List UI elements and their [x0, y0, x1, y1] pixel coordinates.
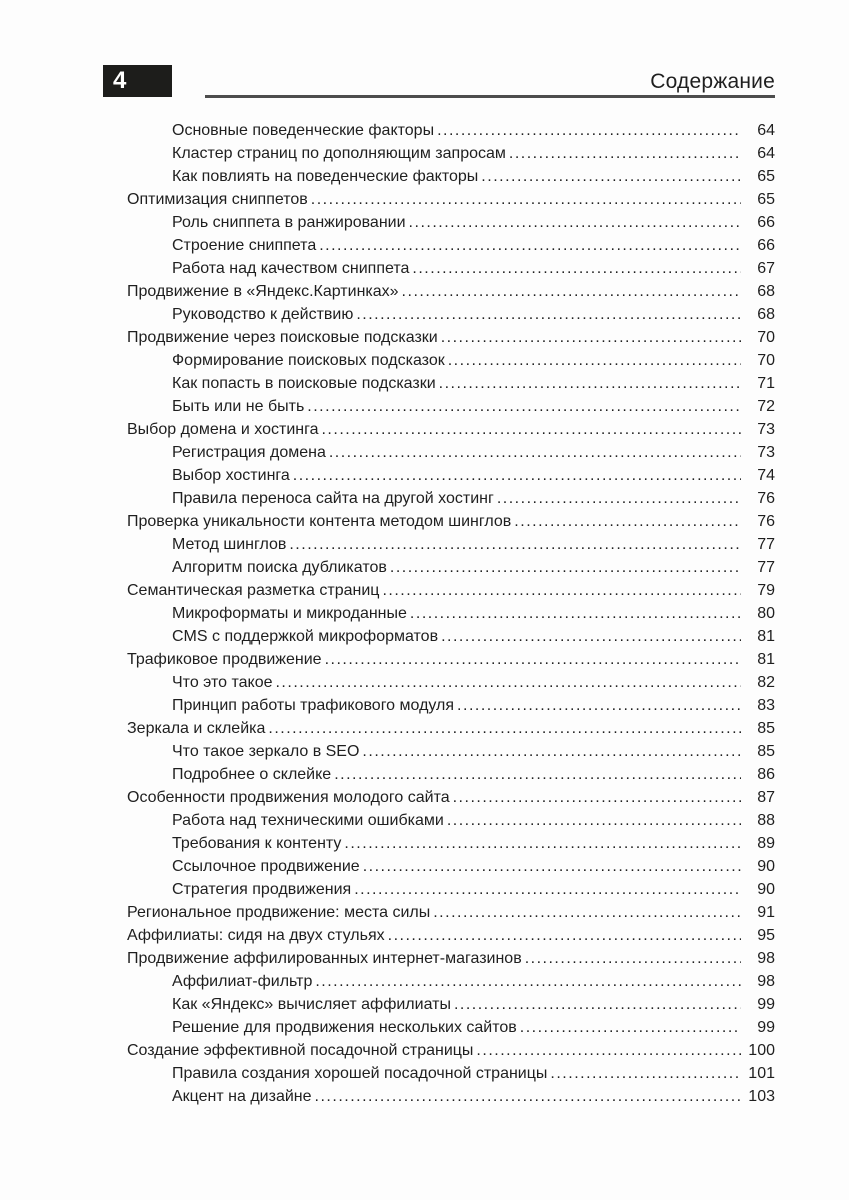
dot-leader: [308, 188, 741, 211]
dot-leader: [399, 280, 741, 303]
toc-entry-page: 82: [757, 674, 775, 691]
dot-leader: [406, 211, 741, 234]
toc-entry: [127, 947, 775, 970]
toc-entry: [127, 786, 775, 809]
toc-entry-page: 100: [748, 1042, 775, 1059]
toc-entry-label: Выбор домена и хостинга: [127, 421, 319, 438]
toc-entry-label: Трафиковое продвижение: [127, 651, 322, 668]
toc-list: [127, 119, 775, 1108]
toc-entry: [127, 326, 775, 349]
toc-entry-label: Что это такое: [172, 674, 273, 691]
dot-leader: [454, 694, 741, 717]
dot-leader: [506, 142, 741, 165]
toc-entry: [127, 924, 775, 947]
dot-leader: [445, 349, 741, 372]
toc-entry-label: Работа над техническими ошибками: [172, 812, 444, 829]
toc-entry: [127, 487, 775, 510]
toc-entry: [127, 717, 775, 740]
toc-entry-label: Роль сниппета в ранжировании: [172, 214, 406, 231]
toc-entry-label: Семантическая разметка страниц: [127, 582, 380, 599]
toc-entry: [127, 165, 775, 188]
toc-entry-label: Основные поведенческие факторы: [172, 122, 435, 139]
toc-entry: [127, 832, 775, 855]
toc-entry-page: 86: [757, 766, 775, 783]
toc-entry-label: Метод шинглов: [172, 536, 287, 553]
toc-entry-label: Правила переноса сайта на другой хостинг: [172, 490, 494, 507]
toc-entry-page: 66: [757, 237, 775, 254]
toc-entry: [127, 740, 775, 763]
dot-leader: [517, 1016, 741, 1039]
toc-entry: [127, 556, 775, 579]
dot-leader: [272, 671, 741, 694]
dot-leader: [331, 763, 741, 786]
toc-entry-label: Продвижение через поисковые подсказки: [127, 329, 438, 346]
dot-leader: [290, 464, 741, 487]
toc-entry: [127, 119, 775, 142]
toc-entry-page: 98: [757, 973, 775, 990]
toc-entry-page: 88: [757, 812, 775, 829]
toc-entry-page: 103: [748, 1088, 775, 1105]
toc-entry-page: 66: [757, 214, 775, 231]
page-number-box: [103, 65, 172, 97]
header-rule: [205, 95, 775, 98]
toc-entry: [127, 1039, 775, 1062]
dot-leader: [265, 717, 741, 740]
toc-entry-label: Проверка уникальности контента методом шинглов: [127, 513, 512, 530]
toc-entry: [127, 303, 775, 326]
dot-leader: [360, 855, 741, 878]
toc-entry: [127, 901, 775, 924]
toc-entry-page: 73: [757, 444, 775, 461]
toc-entry: [127, 1085, 775, 1108]
toc-entry-page: 85: [757, 720, 775, 737]
toc-entry: [127, 671, 775, 694]
toc-entry-label: CMS с поддержкой микроформатов: [172, 628, 439, 645]
toc-entry: [127, 1062, 775, 1085]
toc-entry-page: 76: [757, 513, 775, 530]
dot-leader: [379, 579, 741, 602]
toc-entry: [127, 602, 775, 625]
toc-entry-page: 101: [748, 1065, 775, 1082]
toc-entry-label: Акцент на дизайне: [172, 1088, 312, 1105]
toc-entry: [127, 395, 775, 418]
dot-leader: [478, 165, 741, 188]
toc-entry-page: 68: [757, 283, 775, 300]
toc-entry: [127, 579, 775, 602]
dot-leader: [450, 786, 741, 809]
toc-entry-label: Алгоритм поиска дубликатов: [172, 559, 387, 576]
toc-entry-page: 68: [757, 306, 775, 323]
toc-entry-page: 70: [757, 352, 775, 369]
dot-leader: [341, 832, 741, 855]
dot-leader: [351, 878, 741, 901]
toc-entry-page: 65: [757, 191, 775, 208]
toc-entry-page: 89: [757, 835, 775, 852]
toc-entry: [127, 878, 775, 901]
toc-entry-label: Формирование поисковых подсказок: [172, 352, 445, 369]
toc-entry: [127, 188, 775, 211]
toc-entry: [127, 441, 775, 464]
dot-leader: [444, 809, 741, 832]
dot-leader: [436, 372, 741, 395]
toc-entry-page: 67: [757, 260, 775, 277]
dot-leader: [286, 533, 741, 556]
dot-leader: [511, 510, 741, 533]
toc-entry: [127, 372, 775, 395]
toc-entry: [127, 257, 775, 280]
toc-entry: [127, 809, 775, 832]
dot-leader: [304, 395, 741, 418]
toc-entry-page: 83: [757, 697, 775, 714]
toc-entry-label: Подробнее о склейке: [172, 766, 332, 783]
toc-entry-page: 81: [757, 651, 775, 668]
toc-entry: [127, 855, 775, 878]
toc-entry-page: 72: [757, 398, 775, 415]
toc-entry-label: Что такое зеркало в SEO: [172, 743, 360, 760]
toc-entry-label: Работа над качеством сниппета: [172, 260, 410, 277]
dot-leader: [438, 625, 741, 648]
page-title: Содержание: [650, 70, 775, 93]
toc-entry-label: Оптимизация сниппетов: [127, 191, 308, 208]
toc-entry: [127, 1016, 775, 1039]
toc-entry-page: 90: [757, 858, 775, 875]
toc-entry-page: 65: [757, 168, 775, 185]
dot-leader: [473, 1039, 741, 1062]
toc-entry-page: 64: [757, 122, 775, 139]
toc-entry-page: 99: [757, 1019, 775, 1036]
toc-entry: [127, 648, 775, 671]
dot-leader: [359, 740, 741, 763]
toc-entry-page: 91: [757, 904, 775, 921]
dot-leader: [409, 257, 741, 280]
dot-leader: [451, 993, 741, 1016]
toc-entry-label: Продвижение аффилированных интернет-магазинов: [127, 950, 522, 967]
toc-entry-page: 71: [757, 375, 775, 392]
dot-leader: [494, 487, 741, 510]
toc-entry-label: Ссылочное продвижение: [172, 858, 360, 875]
toc-entry-label: Руководство к действию: [172, 306, 354, 323]
toc-entry-label: Аффилиат-фильтр: [172, 973, 313, 990]
toc-entry-label: Правила создания хорошей посадочной страницы: [172, 1065, 548, 1082]
toc-entry-label: Принцип работы трафикового модуля: [172, 697, 455, 714]
dot-leader: [353, 303, 741, 326]
toc-entry-label: Как попасть в поисковые подсказки: [172, 375, 436, 392]
toc-entry: [127, 280, 775, 303]
toc-entry-label: Микроформаты и микроданные: [172, 605, 407, 622]
dot-leader: [434, 119, 741, 142]
toc-entry-page: 76: [757, 490, 775, 507]
dot-leader: [312, 970, 741, 993]
toc-entry-label: Продвижение в «Яндекс.Картинках»: [127, 283, 399, 300]
toc-entry: [127, 349, 775, 372]
dot-leader: [312, 1085, 741, 1108]
dot-leader: [522, 947, 741, 970]
toc-entry-page: 90: [757, 881, 775, 898]
toc-entry-page: 73: [757, 421, 775, 438]
dot-leader: [438, 326, 741, 349]
toc-entry-label: Выбор хостинга: [172, 467, 290, 484]
toc-entry-page: 74: [757, 467, 775, 484]
toc-entry-label: Как повлиять на поведенческие факторы: [172, 168, 479, 185]
page-number: 4: [113, 67, 127, 94]
dot-leader: [407, 602, 741, 625]
toc-entry-label: Стратегия продвижения: [172, 881, 352, 898]
toc-entry: [127, 763, 775, 786]
dot-leader: [322, 648, 741, 671]
toc-entry: [127, 533, 775, 556]
dot-leader: [385, 924, 741, 947]
toc-entry-label: Кластер страниц по дополняющим запросам: [172, 145, 506, 162]
toc-entry-page: 85: [757, 743, 775, 760]
toc-entry-page: 95: [757, 927, 775, 944]
toc-entry-label: Региональное продвижение: места силы: [127, 904, 431, 921]
toc-entry-label: Создание эффективной посадочной страницы: [127, 1042, 474, 1059]
toc-entry: [127, 510, 775, 533]
toc-entry-page: 79: [757, 582, 775, 599]
toc-entry-page: 98: [757, 950, 775, 967]
toc-entry-page: 77: [757, 559, 775, 576]
toc-entry-page: 81: [757, 628, 775, 645]
toc-entry: [127, 694, 775, 717]
toc-entry: [127, 625, 775, 648]
toc-entry-page: 64: [757, 145, 775, 162]
toc-entry: [127, 970, 775, 993]
dot-leader: [430, 901, 741, 924]
toc-entry: [127, 464, 775, 487]
toc-entry-page: 87: [757, 789, 775, 806]
toc-entry-label: Зеркала и склейка: [127, 720, 266, 737]
toc-entry-page: 70: [757, 329, 775, 346]
toc-entry-label: Как «Яндекс» вычисляет аффилиаты: [172, 996, 451, 1013]
toc-entry: [127, 142, 775, 165]
dot-leader: [547, 1062, 741, 1085]
toc-entry-page: 77: [757, 536, 775, 553]
toc-entry-page: 80: [757, 605, 775, 622]
dot-leader: [318, 418, 741, 441]
toc-entry: [127, 211, 775, 234]
dot-leader: [387, 556, 741, 579]
toc-entry-label: Решение для продвижения нескольких сайтов: [172, 1019, 517, 1036]
toc-entry: [127, 418, 775, 441]
toc-entry: [127, 234, 775, 257]
toc-entry-label: Требования к контенту: [172, 835, 342, 852]
toc-entry: [127, 993, 775, 1016]
toc-entry-label: Особенности продвижения молодого сайта: [127, 789, 450, 806]
dot-leader: [326, 441, 741, 464]
dot-leader: [316, 234, 741, 257]
toc-entry-label: Быть или не быть: [172, 398, 305, 415]
toc-entry-label: Строение сниппета: [172, 237, 317, 254]
toc-entry-label: Регистрация домена: [172, 444, 326, 461]
toc-entry-page: 99: [757, 996, 775, 1013]
toc-entry-label: Аффилиаты: сидя на двух стульях: [127, 927, 385, 944]
